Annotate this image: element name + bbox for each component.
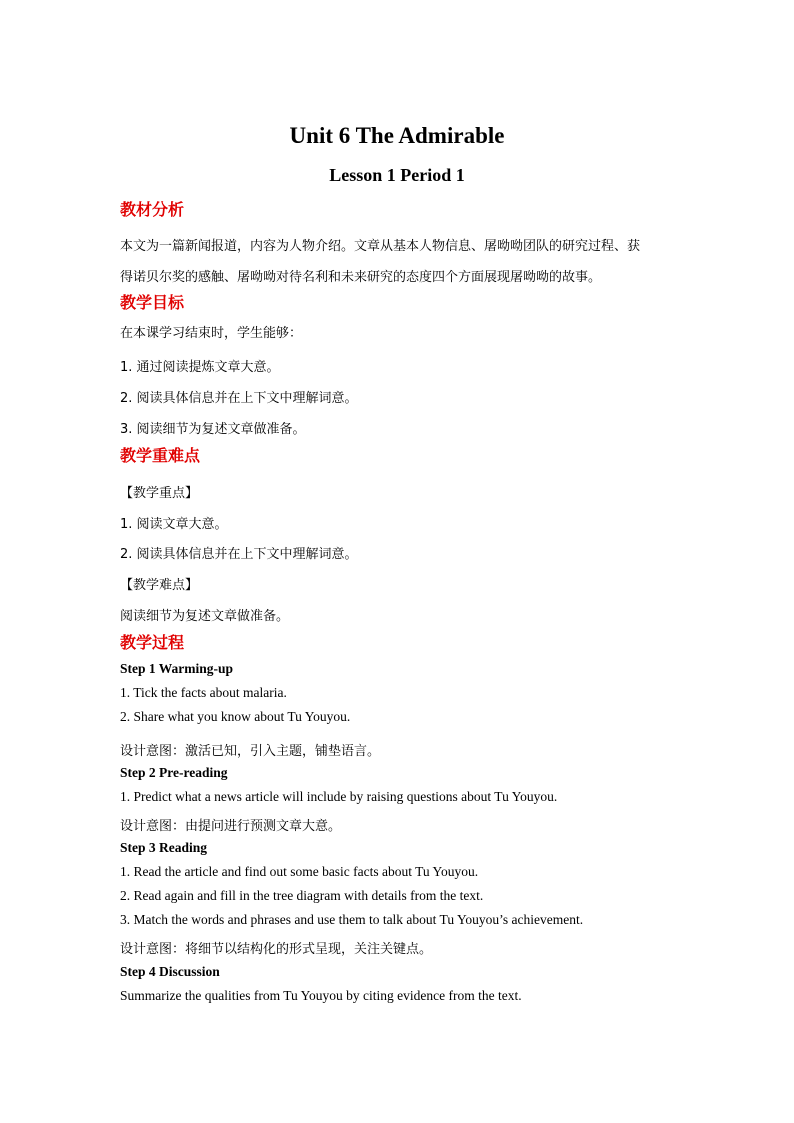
step-title: Step 1 Warming-up (120, 661, 234, 676)
focus-item: 2. 阅读具体信息并在上下文中理解词意。 (120, 547, 358, 562)
step-title: Step 4 Discussion (120, 964, 220, 979)
focus-item: 1. 阅读文章大意。 (120, 517, 228, 532)
step-item: 1. Tick the facts about malaria. (120, 685, 287, 700)
step-item: Summarize the qualities from Tu Youyou by citing evidence from the text. (120, 988, 522, 1003)
step-title: Step 3 Reading (120, 840, 208, 855)
objectives-intro: 在本课学习结束时，学生能够： (120, 326, 303, 341)
analysis-line: 本文为一篇新闻报道，内容为人物介绍。文章从基本人物信息、屠呦呦团队的研究过程、获 (120, 239, 641, 254)
section-heading-analysis: 教材分析 (120, 200, 185, 219)
section-heading-process: 教学过程 (120, 633, 185, 652)
step-item: 3. Match the words and phrases and use them to talk about Tu Youyou’s achievement. (120, 912, 584, 927)
objective-item: 1. 通过阅读提炼文章大意。 (120, 360, 280, 375)
objective-item: 2. 阅读具体信息并在上下文中理解词意。 (120, 391, 358, 406)
section-heading-objectives: 教学目标 (120, 293, 185, 312)
document-title: Unit 6 The Admirable (289, 123, 505, 148)
step-item: 1. Read the article and find out some basic facts about Tu Youyou. (120, 864, 479, 879)
analysis-line: 得诺贝尔奖的感触、屠呦呦对待名利和未来研究的态度四个方面展现屠呦呦的故事。 (120, 270, 602, 285)
document-subtitle: Lesson 1 Period 1 (329, 165, 465, 185)
design-intent: 设计意图：激活已知，引入主题，铺垫语言。 (120, 744, 381, 759)
design-intent: 设计意图：将细节以结构化的形式呈现，关注关键点。 (120, 942, 433, 957)
step-item: 2. Read again and fill in the tree diagram with details from the text. (120, 888, 484, 903)
step-title: Step 2 Pre-reading (120, 765, 228, 780)
section-heading-keypoints: 教学重难点 (120, 446, 201, 465)
focus-label: 【教学重点】 (120, 486, 199, 501)
step-item: 1. Predict what a news article will include by raising questions about Tu Youyou. (120, 789, 558, 804)
difficulty-text: 阅读细节为复述文章做准备。 (120, 609, 290, 624)
design-intent: 设计意图：由提问进行预测文章大意。 (120, 819, 342, 834)
step-item: 2. Share what you know about Tu Youyou. (120, 709, 351, 724)
difficulty-label: 【教学难点】 (120, 578, 199, 593)
objective-item: 3. 阅读细节为复述文章做准备。 (120, 422, 306, 437)
